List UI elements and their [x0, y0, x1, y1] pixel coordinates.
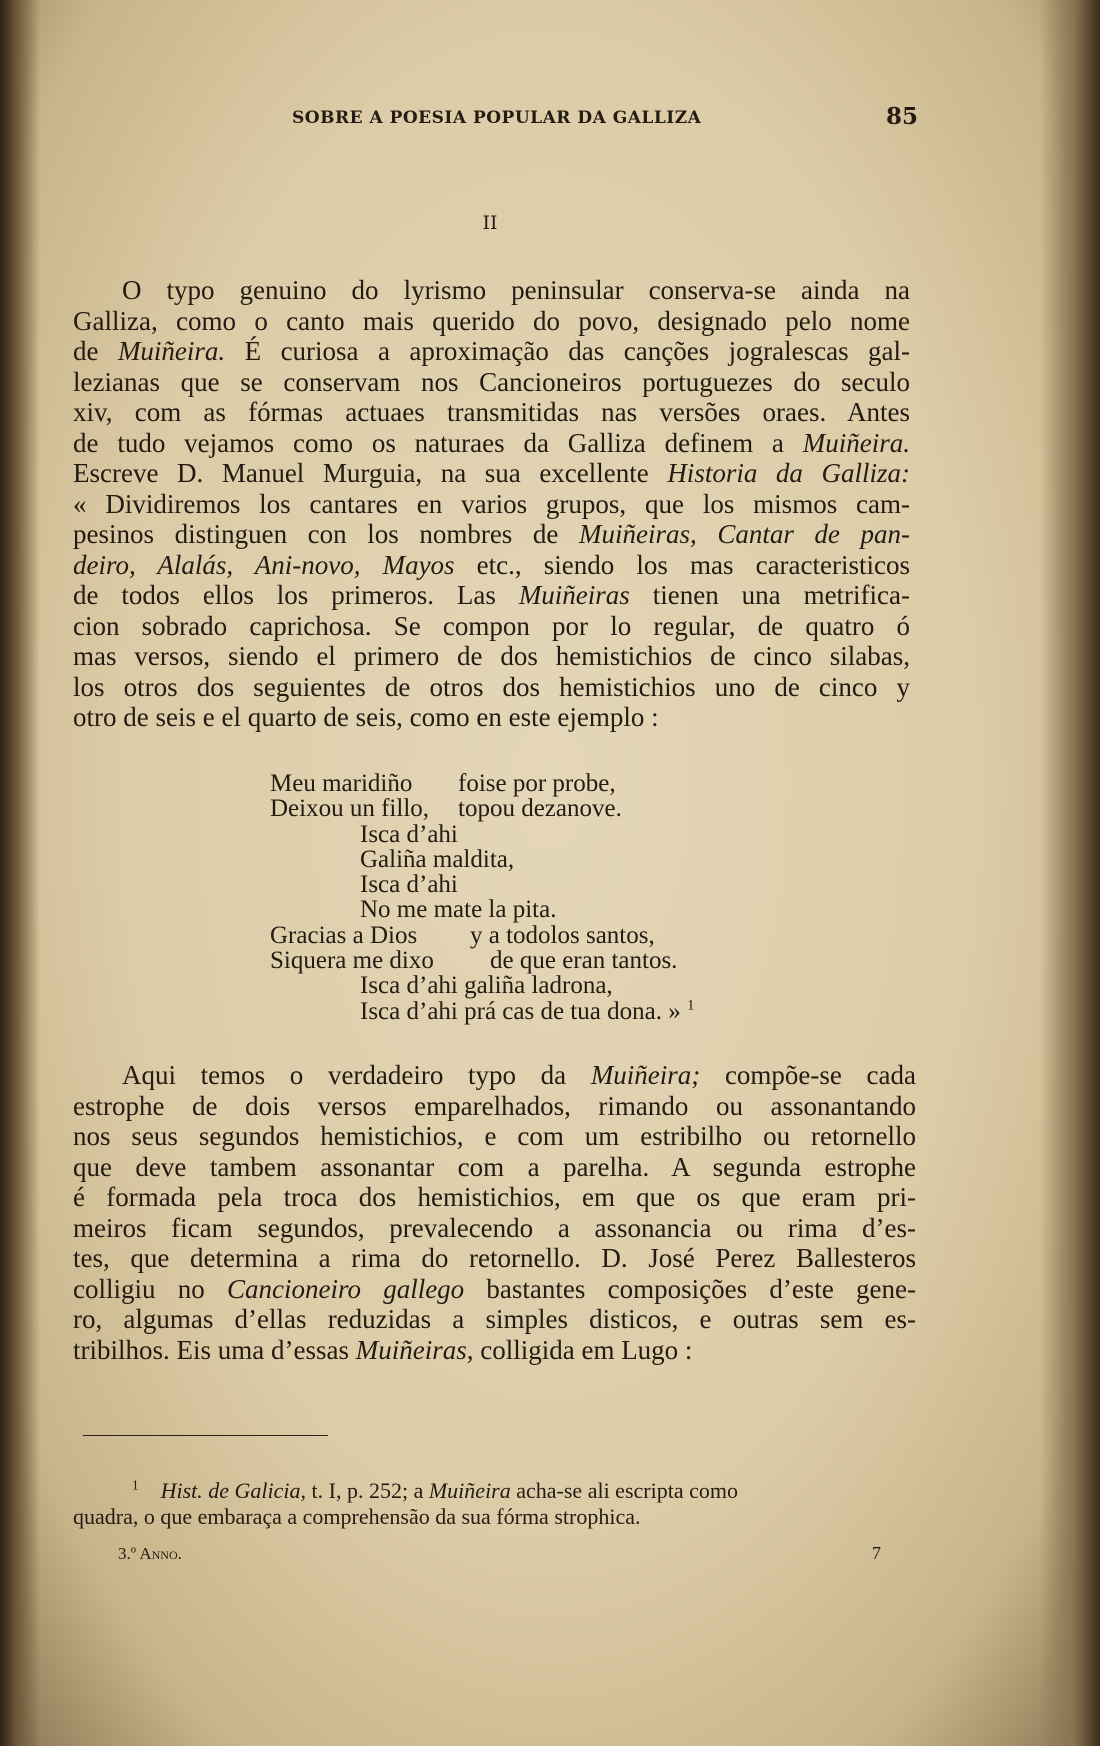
- page-edge-shadow-right: [1040, 0, 1100, 1746]
- footnote-divider: [83, 1435, 328, 1436]
- paragraph-line: O typo genuino do lyrismo peninsular conserva-se ainda na: [122, 275, 910, 305]
- paragraph-line: cion sobrado caprichosa. Se compon por lo regular, de quatro ó: [73, 610, 910, 641]
- footnote-marker: 1: [686, 997, 695, 1014]
- footnote-line: quadra, o que embaraça a comprehensão da sua fórma strophica.: [73, 1504, 641, 1529]
- paragraph-line: los otros dos seguientes de otros dos hemistichios uno de cinco y: [73, 671, 910, 702]
- paragraph-line: pesinos distinguen con los nombres de Muiñeiras, Cantar de pan-: [73, 519, 910, 549]
- paragraph-2: [73, 1060, 916, 1365]
- footnote-line: $^1$ Hist. de Galicia, t. I, p. 252; a Muiñeira acha-se ali escripta como: [132, 1477, 738, 1503]
- paragraph-line: de todos ellos los primeros. Las Muiñeiras tienen una metrifica-: [73, 580, 910, 610]
- paragraph-line: Galliza, como o canto mais querido do povo, designado pelo nome: [73, 305, 910, 336]
- paragraph-line: lezianas que se conservam nos Cancioneiros portuguezes do seculo: [73, 366, 910, 397]
- paragraph-line: estrophe de dois versos emparelhados, rimando ou assonantando: [73, 1090, 916, 1121]
- paragraph-line: xiv, com as fórmas actuaes transmitidas nas versões oraes. Antes: [73, 397, 910, 427]
- signature-mark: 3.º Anno.: [118, 1544, 182, 1563]
- paragraph-line: que deve tambem assonantar com a parelha. A segunda estrophe: [73, 1151, 916, 1182]
- page-number: 85: [886, 103, 919, 130]
- paragraph-line: Escreve D. Manuel Murguia, na sua excellente Historia da Galliza:: [73, 458, 910, 488]
- paragraph-line: « Dividiremos los cantares en varios grupos, que los mismos cam-: [73, 488, 910, 519]
- paragraph-line: ro, algumas d’ellas reduzidas a simples disticos, e outras sem es-: [73, 1304, 916, 1334]
- paragraph-line: colligiu no Cancioneiro gallego bastantes composições d’este gene-: [73, 1273, 916, 1304]
- paragraph-line: otro de seis e el quarto de seis, como en este ejemplo :: [73, 702, 659, 732]
- page-edge-shadow-left: [0, 0, 40, 1746]
- footnote: [73, 1478, 918, 1530]
- paragraph-line: tes, que determina a rima do retornello. D. José Perez Ballesteros: [73, 1243, 916, 1273]
- running-title: SOBRE A POESIA POPULAR DA GALLIZA: [292, 108, 702, 128]
- paragraph-line: mas versos, siendo el primero de dos hemistichios de cinco silabas,: [73, 641, 910, 671]
- paragraph-1: [73, 275, 910, 733]
- paragraph-line: meiros ficam segundos, prevalecendo a assonancia ou rima d’es-: [73, 1212, 916, 1243]
- paragraph-line: de tudo vejamos como os naturaes da Galliza definem a Muiñeira.: [73, 427, 910, 458]
- footnote-number: 1: [132, 1477, 139, 1493]
- paragraph-line: nos seus segundos hemistichios, e com um estribilho ou retornello: [73, 1121, 916, 1151]
- sheet-number: 7: [872, 1543, 881, 1563]
- paragraph-line: de Muiñeira. É curiosa a aproximação das canções jogralescas gal-: [73, 336, 910, 366]
- paragraph-line: tribilhos. Eis uma d’essas Muiñeiras, colligida em Lugo :: [73, 1334, 693, 1365]
- section-number: II: [482, 212, 498, 234]
- paragraph-line: deiro, Alalás, Ani-novo, Mayos etc., siendo los mas caracteristicos: [73, 549, 910, 580]
- paragraph-line: é formada pela troca dos hemistichios, em que os que eram pri-: [73, 1182, 916, 1212]
- paragraph-line: Aqui temos o verdadeiro typo da Muiñeira; compõe-se cada: [122, 1060, 916, 1090]
- book-page: SOBRE A POESIA POPULAR DA GALLIZA 85 II O typo genuino do lyrismo peninsular conserva-se ainda na Galliza, como o canto mais querido do povo, designado pelo nome de Muiñeira. É curiosa a aproximação das canções jogralescas gal- lezianas que se conservam nos Cancioneiros portuguezes do seculo xiv, com as fórmas actuaes transmitidas nas versões oraes. Antes de tudo vejamos como os naturaes da Galliza definem a Muiñeira. Escreve D. Manuel Murguia, na sua excellente Historia da Galliza: « Dividiremos los cantares en varios grupos, que los mismos cam- pesinos distinguen con los nombres de Muiñeiras, Cantar de pan- deiro, Alalás, Ani-novo, Mayos etc., siendo los mas caracteristicos de todos ellos los primeros. Las Muiñeiras tienen una metrifica- cion sobrado caprichosa. Se compon por lo regular, de quatro ó mas versos, siendo el primero de dos hemistichios de cinco silabas, los otros dos seguientes de otros dos hemistichios uno de cinco y otro de seis e el quarto de seis, como en este ejemplo : Meu maridiño foise por probe, Deixou un fillo, topou dezanove. Isca d’ahi Galiña maldita, Isca d’ahi No me mate la pita. Gracias a Dios y a todolos santos, Siquera me dixo de que eran tantos. Isca d’ahi galiña ladrona, Isca d’ahi prá cas de tua dona. » $^1$ Aqui temos o verdadeiro typo da Muiñeira; compõe-se cada estrophe de dois versos emparelhados, rimando ou assonantando nos seus segundos hemistichios, e com um estribilho ou retornello que deve tambem assonantar com a parelha. A segunda estrophe é formada pela troca dos hemistichios, em que os que eram pri- meiros ficam segundos, prevalecendo a assonancia ou rima d’es- tes, que determina a rima do retornello. D. José Perez Ballesteros colligiu no Cancioneiro gallego bastantes composições d’este gene- ro, algumas d’ellas reduzidas a simples disticos, e outras sem es- tribilhos. Eis uma d’essas Muiñeiras, colligida em Lugo : $^1$ Hist. de Galicia, t. I, p. 252; a Muiñeira acha-se ali escripta como quadra, o que embaraça a comprehensão da sua fórma strophica. 3.º Anno. 7: [0, 0, 1100, 1746]
